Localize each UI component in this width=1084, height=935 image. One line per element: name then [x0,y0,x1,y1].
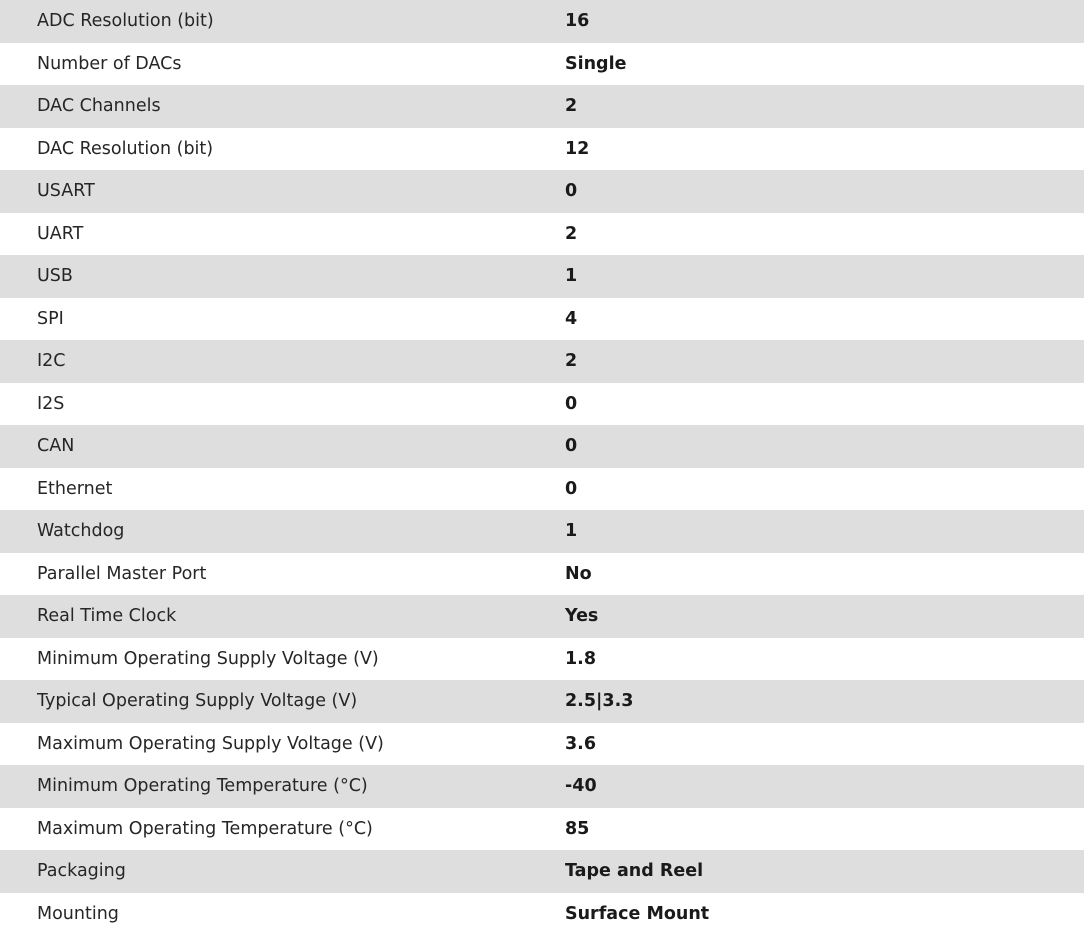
spec-value: -40 [528,765,1084,808]
spec-value: 0 [528,425,1084,468]
spec-row [0,85,1084,128]
spec-label: Watchdog [0,510,528,553]
spec-value: 0 [528,383,1084,426]
spec-value: 2 [528,85,1084,128]
spec-label: CAN [0,425,528,468]
spec-value: 2 [528,340,1084,383]
spec-value: 2 [528,213,1084,256]
spec-row [0,468,1084,511]
spec-row [0,553,1084,596]
spec-label: ADC Resolution (bit) [0,0,528,43]
spec-value: 12 [528,128,1084,171]
spec-value: 85 [528,808,1084,851]
spec-row [0,43,1084,86]
spec-value: 16 [528,0,1084,43]
spec-value: 2.5|3.3 [528,680,1084,723]
spec-label: DAC Resolution (bit) [0,128,528,171]
spec-row [0,170,1084,213]
spec-value: No [528,553,1084,596]
spec-value: 1 [528,255,1084,298]
spec-value: 0 [528,468,1084,511]
spec-value: Tape and Reel [528,850,1084,893]
spec-row [0,298,1084,341]
spec-row [0,128,1084,171]
spec-value: 3.6 [528,723,1084,766]
spec-label: USB [0,255,528,298]
spec-label: Ethernet [0,468,528,511]
spec-row [0,638,1084,681]
spec-row [0,213,1084,256]
spec-row [0,808,1084,851]
spec-label: DAC Channels [0,85,528,128]
spec-label: Parallel Master Port [0,553,528,596]
spec-label: Packaging [0,850,528,893]
spec-row [0,850,1084,893]
spec-value: 1.8 [528,638,1084,681]
spec-label: Minimum Operating Temperature (°C) [0,765,528,808]
spec-value: 0 [528,170,1084,213]
spec-label: USART [0,170,528,213]
spec-label: Mounting [0,893,528,935]
spec-value: Surface Mount [528,893,1084,935]
spec-label: Maximum Operating Temperature (°C) [0,808,528,851]
spec-row [0,255,1084,298]
spec-label: I2C [0,340,528,383]
spec-row [0,383,1084,426]
spec-row [0,893,1084,935]
spec-value: 1 [528,510,1084,553]
spec-label: SPI [0,298,528,341]
spec-label: Number of DACs [0,43,528,86]
spec-label: UART [0,213,528,256]
spec-label: Typical Operating Supply Voltage (V) [0,680,528,723]
spec-row [0,680,1084,723]
spec-label: Maximum Operating Supply Voltage (V) [0,723,528,766]
spec-row [0,425,1084,468]
spec-row [0,595,1084,638]
spec-row [0,723,1084,766]
spec-label: Real Time Clock [0,595,528,638]
spec-label: I2S [0,383,528,426]
spec-value: 4 [528,298,1084,341]
spec-row [0,0,1084,43]
spec-value: Single [528,43,1084,86]
spec-row [0,510,1084,553]
spec-label: Minimum Operating Supply Voltage (V) [0,638,528,681]
spec-row [0,765,1084,808]
spec-value: Yes [528,595,1084,638]
spec-row [0,340,1084,383]
